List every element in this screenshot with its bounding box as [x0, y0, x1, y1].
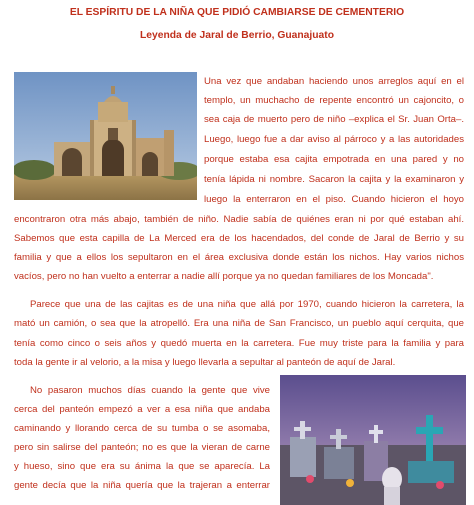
text-line: Sabemos que esta capilla de La Merced era de los hacendados, del conde de Jaral de Berrio y su: [14, 233, 464, 244]
text-line: pero sin salirse del panteón; no es que la vieran de carne: [14, 442, 270, 453]
text-line: mató un camión, o sea que la atropelló. Era una niña de San Francisco, un pueblo aquí cerquita, que: [14, 318, 464, 329]
text-line: tenía como cinco o seis años y quedó muerta en la carretera. Fue muy triste para la familia y para: [14, 338, 464, 349]
text-line: vacíos, pero no han vuelto a enterrar a nadie allí porque ya no quedan familiares de los Moncada".: [14, 271, 434, 282]
text-line: luego la enterraron en el piso. Cuando hicieron el hoyo: [204, 194, 464, 205]
text-line: encontraron otra más abajo, también de niño. Nadie sabía de quiénes eran ni por qué estaban ahí.: [14, 214, 464, 225]
chapel-photo: [14, 72, 197, 200]
chapel-illustration: [14, 72, 197, 200]
text-line: familia y que a ellos los sepultaron en el área exclusiva donde están los nichos. Hay varios nichos: [14, 252, 464, 263]
page-subtitle: Leyenda de Jaral de Berrio, Guanajuato: [140, 30, 334, 41]
text-line: gente decía que la niña quería que la trajeran a enterrar: [14, 480, 270, 491]
text-line: toda la gente ir al velorio, a la misa y luego llevarla a sepultar al panteón de aquí de Jaral.: [14, 357, 396, 368]
text-line: cerca del panteón empezó a ver a esa niña que andaba: [14, 404, 270, 415]
cemetery-illustration: [280, 375, 466, 505]
text-line: sea caja de muerto pero de niño –explica el Sr. Juan Orta–.: [204, 114, 464, 125]
text-line: Parece que una de las cajitas es de una niña que allá por 1970, cuando hicieron la carretera, la: [30, 299, 464, 310]
text-line: No pasaron muchos días cuando la gente que vive: [30, 385, 270, 396]
text-line: templo, un muchacho de repente encontró un cajoncito, o: [204, 95, 464, 106]
cemetery-photo: [280, 375, 466, 505]
text-line: y hueso, sino que era su ánima la que se aparecía. La: [14, 461, 270, 472]
text-line: caminando y llorando cerca de su tumba o se asomaba,: [14, 423, 270, 434]
text-line: tenía lápida ni nombre. Sacaron la cajita y la examinaron y: [204, 174, 464, 185]
text-line: Una vez que andaban haciendo unos arreglos aquí en el: [204, 76, 464, 87]
page-title: EL ESPÍRITU DE LA NIÑA QUE PIDIÓ CAMBIARSE DE CEMENTERIO: [69, 7, 405, 18]
text-line: Luego, luego fue a dar aviso al párroco y a las autoridades: [204, 134, 464, 145]
text-line: porque estaba esa cajita empotrada en una pared y no: [204, 154, 464, 165]
